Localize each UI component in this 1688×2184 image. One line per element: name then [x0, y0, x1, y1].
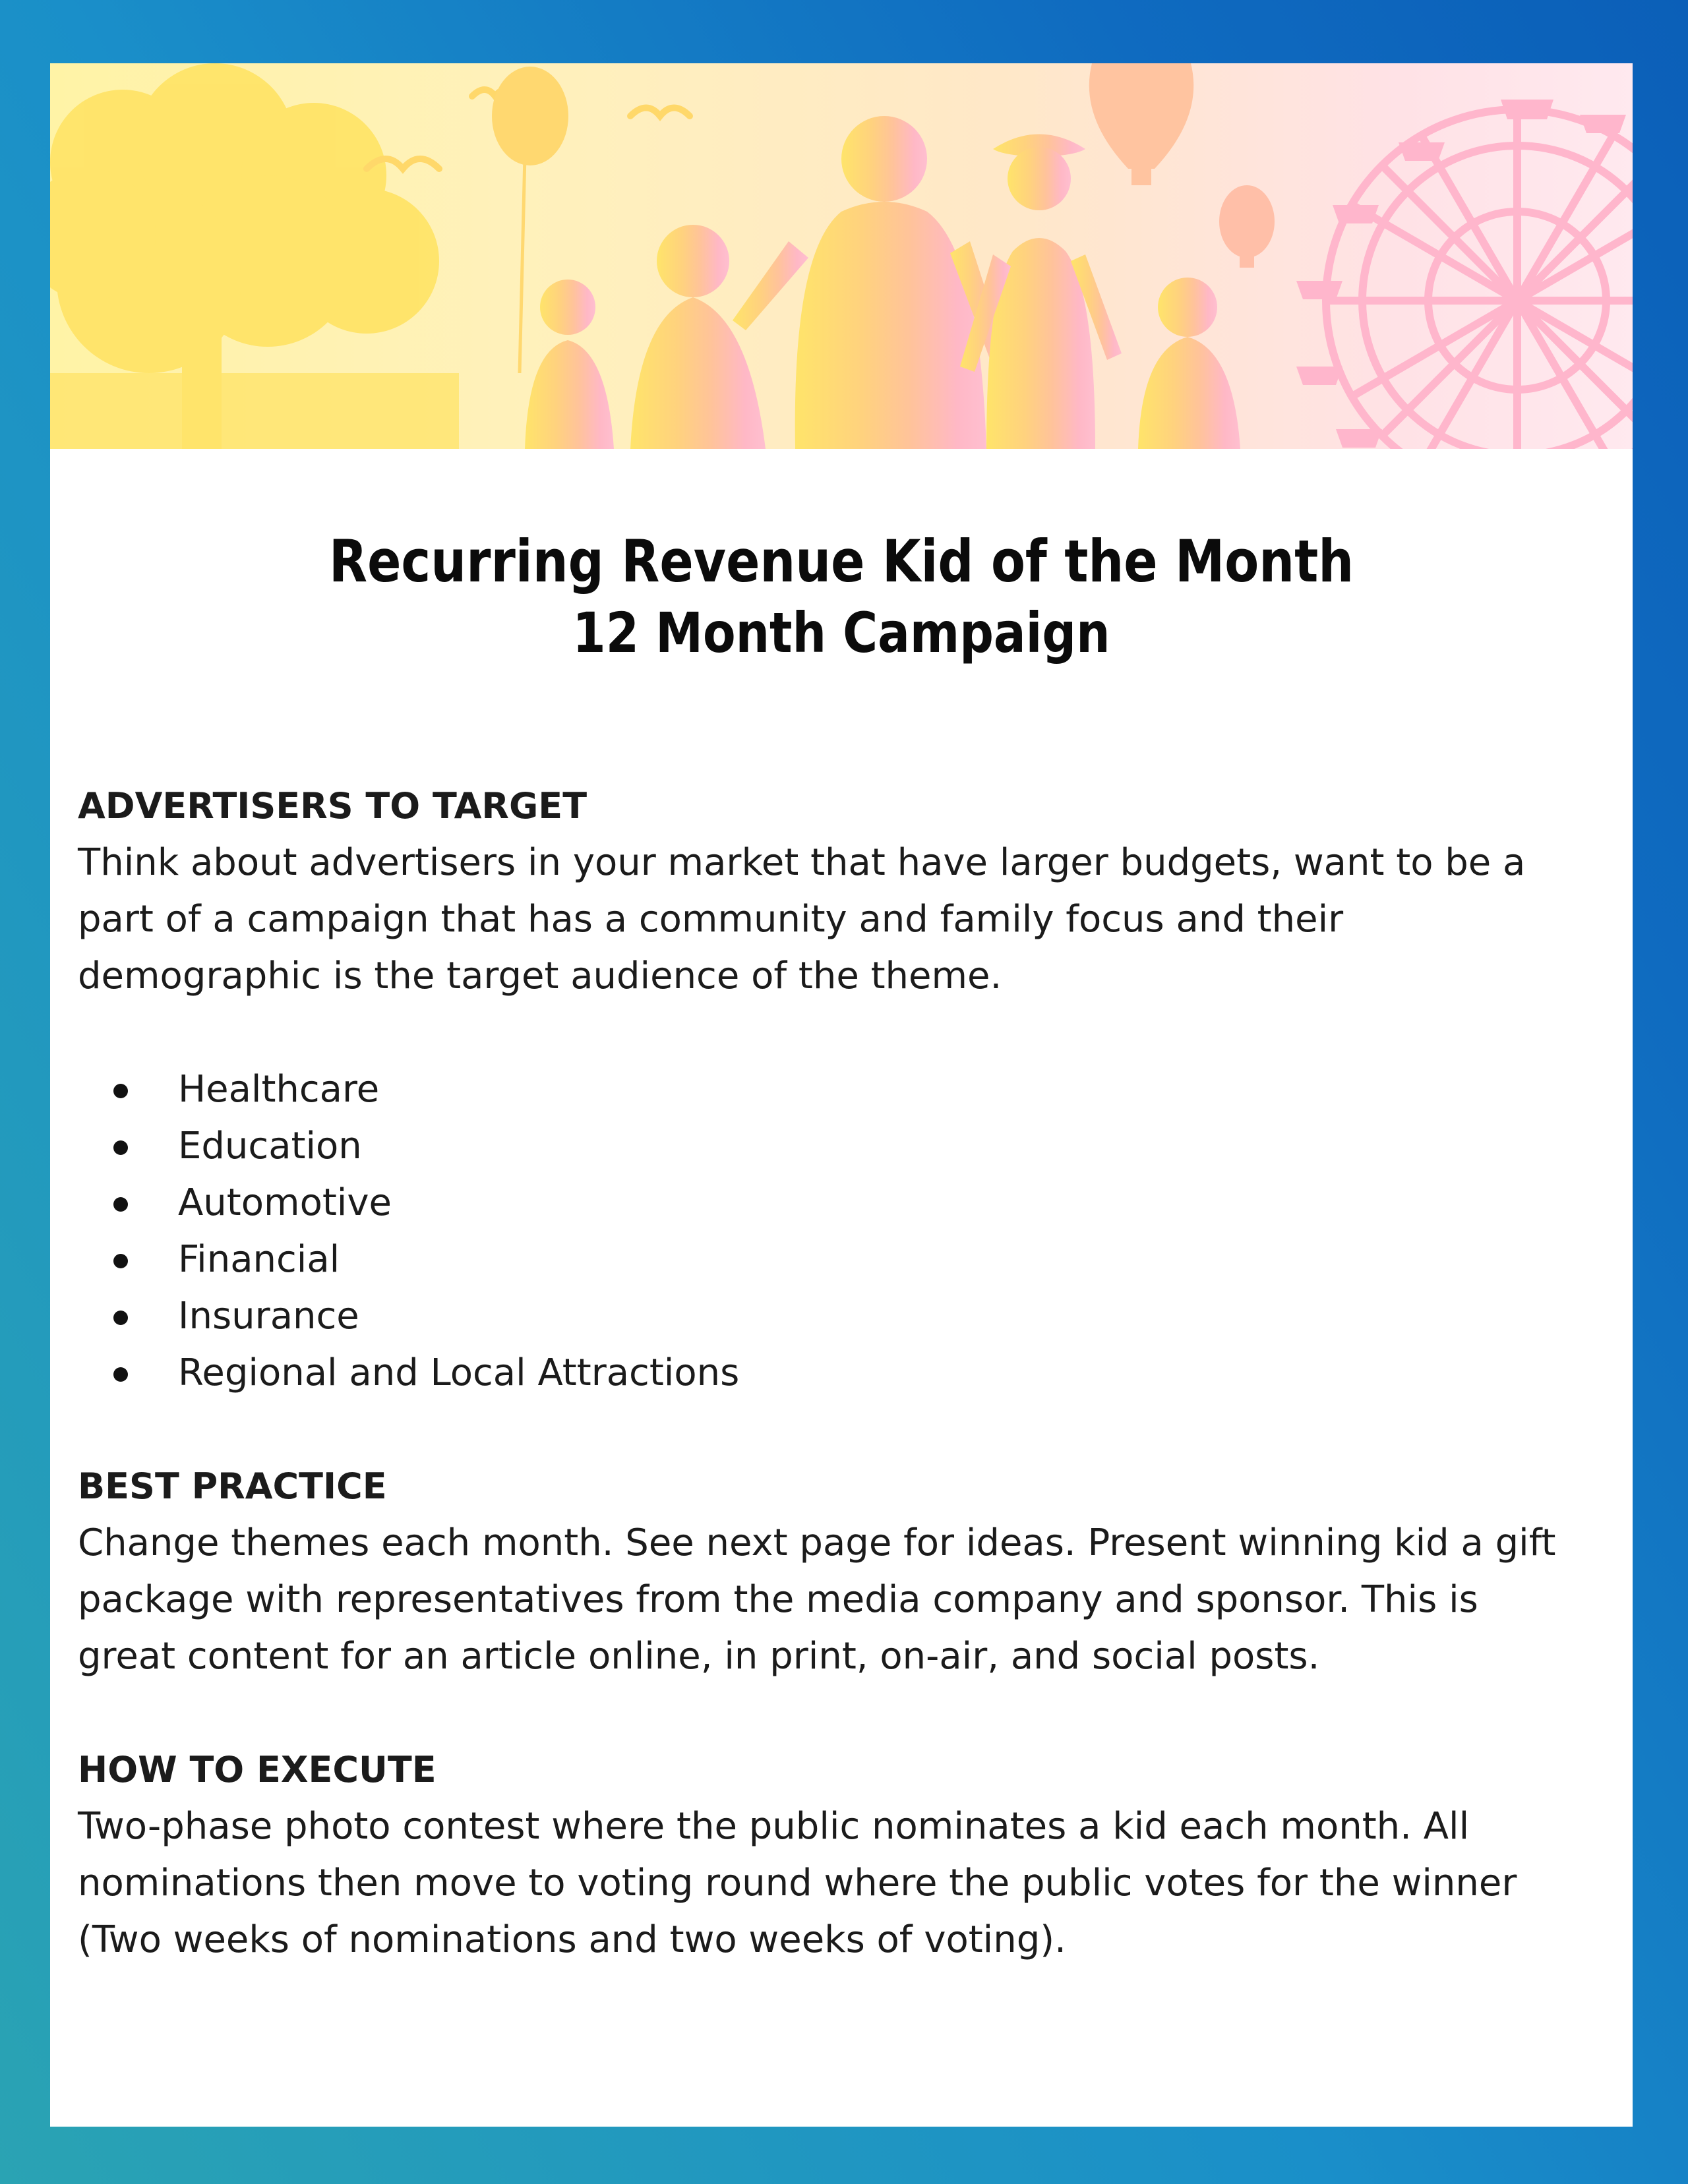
header-banner	[50, 63, 1633, 449]
bullet-icon	[113, 1197, 128, 1212]
list-item-label: Financial	[178, 1238, 340, 1281]
spacer	[78, 1685, 1614, 1742]
list-item	[78, 1231, 1614, 1288]
advertisers-line-1: Think about advertisers in your market that have larger budgets, want to be a	[78, 841, 1526, 884]
bullet-icon	[113, 1084, 128, 1098]
how-to-execute-line-2: nominations then move to voting round where the public votes for the winner	[78, 1862, 1517, 1904]
page-title	[161, 525, 1522, 667]
bullet-icon	[113, 1311, 128, 1325]
list-item	[78, 1061, 1614, 1118]
document-page	[50, 63, 1633, 2127]
title-line-1: Recurring Revenue Kid of the Month	[328, 527, 1354, 595]
hot-air-balloon-icon	[1089, 63, 1275, 268]
family-fair-illustration	[50, 63, 1633, 449]
how-to-execute-line-3: (Two weeks of nominations and two weeks of voting).	[78, 1918, 1066, 1961]
list-item-label: Insurance	[178, 1295, 359, 1338]
list-item-label: Healthcare	[178, 1068, 380, 1111]
list-item	[78, 1175, 1614, 1231]
advertiser-list	[78, 1061, 1614, 1402]
best-practice-line-2: package with representatives from the media company and sponsor. This is	[78, 1578, 1478, 1621]
how-to-execute-line-1: Two-phase photo contest where the public nominates a kid each month. All	[78, 1805, 1470, 1848]
list-item	[78, 1118, 1614, 1175]
bullet-icon	[113, 1140, 128, 1155]
tree-icon	[50, 63, 459, 449]
best-practice-heading: BEST PRACTICE	[78, 1465, 387, 1507]
advertisers-line-2: part of a campaign that has a community and family focus and their	[78, 898, 1344, 941]
list-item	[78, 1345, 1614, 1402]
list-item-label: Automotive	[178, 1181, 392, 1224]
bullet-icon	[113, 1254, 128, 1268]
spacer	[78, 1402, 1614, 1458]
title-line-2: 12 Month Campaign	[572, 601, 1110, 665]
list-item-label: Regional and Local Attractions	[178, 1351, 740, 1394]
list-item	[78, 1288, 1614, 1345]
content-body	[78, 778, 1614, 1968]
bullet-icon	[113, 1367, 128, 1382]
ferris-wheel-icon	[1326, 109, 1633, 449]
best-practice-line-3: great content for an article online, in print, on-air, and social posts.	[78, 1635, 1320, 1678]
advertisers-line-3: demographic is the target audience of the theme.	[78, 955, 1002, 997]
how-to-execute-heading: HOW TO EXECUTE	[78, 1749, 437, 1790]
spacer	[78, 1005, 1614, 1061]
list-item-label: Education	[178, 1125, 362, 1167]
advertisers-heading: ADVERTISERS TO TARGET	[78, 785, 588, 827]
best-practice-line-1: Change themes each month. See next page for ideas. Present winning kid a gift	[78, 1521, 1556, 1564]
